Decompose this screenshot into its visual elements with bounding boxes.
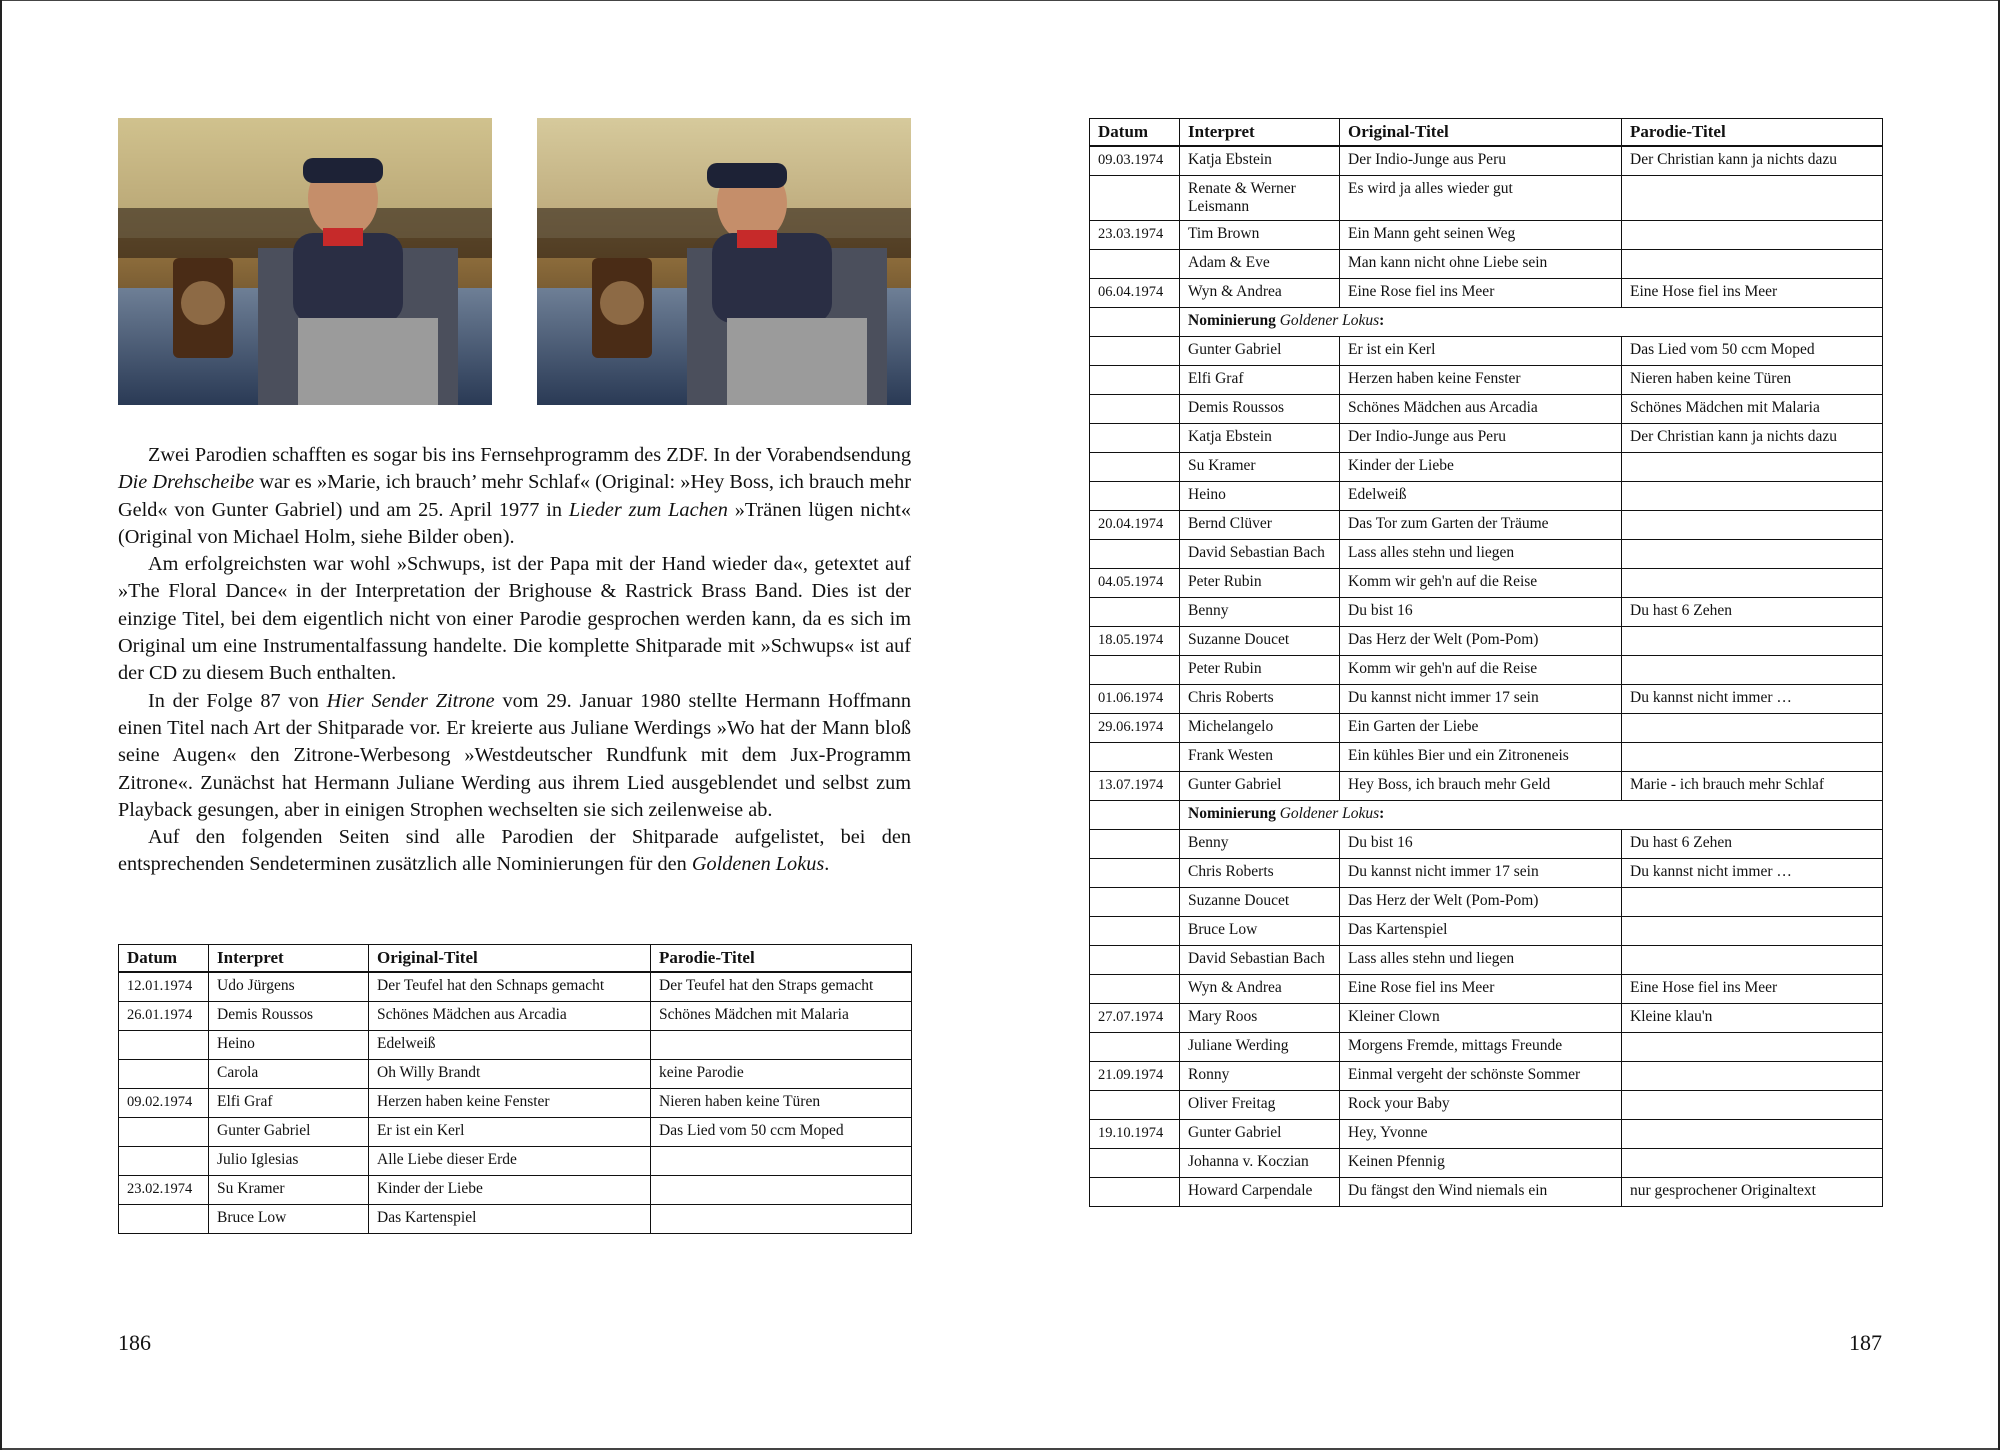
table-row — [1090, 1091, 1883, 1120]
cell-date: 20.04.1974 — [1090, 511, 1180, 540]
cell-original-title: Kleiner Clown — [1340, 1004, 1622, 1033]
table-row — [1090, 146, 1883, 176]
cell-artist: Suzanne Doucet — [1180, 888, 1340, 917]
table-row — [1090, 176, 1883, 221]
cell-artist: Chris Roberts — [1180, 685, 1340, 714]
italic-title: Hier Sender Zitrone — [326, 689, 495, 712]
nomination-label — [1180, 801, 1883, 830]
cell-original-title: Morgens Fremde, mittags Freunde — [1340, 1033, 1622, 1062]
cell-artist: Peter Rubin — [1180, 656, 1340, 685]
cell-date — [1090, 1033, 1180, 1062]
cell-artist: Udo Jürgens — [209, 972, 369, 1002]
cell-parody-title — [1622, 482, 1883, 511]
cell-artist: Katja Ebstein — [1180, 146, 1340, 176]
table-row — [1090, 1033, 1883, 1062]
cell-date — [1090, 337, 1180, 366]
cell-original-title: Er ist ein Kerl — [369, 1118, 651, 1147]
cell-parody-title: keine Parodie — [651, 1060, 912, 1089]
table-row — [1090, 830, 1883, 859]
nomination-label — [1180, 308, 1883, 337]
cell-date — [1090, 656, 1180, 685]
cell-parody-title — [1622, 1091, 1883, 1120]
cell-parody-title — [1622, 627, 1883, 656]
cell-original-title: Du bist 16 — [1340, 598, 1622, 627]
cell-parody-title: Eine Hose fiel ins Meer — [1622, 975, 1883, 1004]
cell-artist: Demis Roussos — [1180, 395, 1340, 424]
cell-parody-title: Du hast 6 Zehen — [1622, 598, 1883, 627]
cell-original-title: Du fängst den Wind niemals ein — [1340, 1178, 1622, 1207]
cell-parody-title — [1622, 540, 1883, 569]
text-run: Auf den folgenden Seiten sind alle Parodien der Shitparade aufgelistet, bei den entsprechenden Sendeterminen zusätzlich alle Nominierungen für den — [118, 826, 911, 876]
cell-date: 09.02.1974 — [119, 1089, 209, 1118]
cell-artist: Renate & Werner Leismann — [1180, 176, 1340, 221]
cell-artist: Juliane Werding — [1180, 1033, 1340, 1062]
cell-parody-title — [651, 1031, 912, 1060]
nomination-row — [1090, 801, 1883, 830]
cell-parody-title — [1622, 946, 1883, 975]
cell-artist: Gunter Gabriel — [1180, 337, 1340, 366]
cell-date: 04.05.1974 — [1090, 569, 1180, 598]
cell-original-title: Keinen Pfennig — [1340, 1149, 1622, 1178]
table-row — [1090, 888, 1883, 917]
nomination-prefix: Nominierung — [1188, 312, 1280, 329]
cell-date — [1090, 250, 1180, 279]
cell-date: 27.07.1974 — [1090, 1004, 1180, 1033]
table-row — [119, 1089, 912, 1118]
cell-artist: Su Kramer — [1180, 453, 1340, 482]
cell-artist: Adam & Eve — [1180, 250, 1340, 279]
cell-artist: Katja Ebstein — [1180, 424, 1340, 453]
text-run: Am erfolgreichsten war wohl »Schwups, ist der Papa mit der Hand wieder da«, getextet auf »The Floral Dance« in der Interpretation der Brighouse & Rastrick Brass Band. Dies ist der einzige Titel, bei dem eigentlich nicht von einer Parodie gesprochen werden kann, da es sich im Original um eine Instrumentalfassung handelte. Die komplette Shitparade mit »Schwups« ist auf der CD zu diesem Buch enthalten. — [118, 553, 911, 685]
header-original: Original-Titel — [1340, 119, 1622, 147]
cell-original-title: Komm wir geh'n auf die Reise — [1340, 569, 1622, 598]
cell-parody-title — [651, 1205, 912, 1234]
cell-original-title: Du bist 16 — [1340, 830, 1622, 859]
cell-date — [1090, 482, 1180, 511]
cell-parody-title — [651, 1176, 912, 1205]
cell-parody-title — [1622, 656, 1883, 685]
cell-original-title: Herzen haben keine Fenster — [1340, 366, 1622, 395]
cell-date — [1090, 598, 1180, 627]
award-name: Goldener Lokus — [1279, 805, 1380, 822]
cell-artist: Johanna v. Koczian — [1180, 1149, 1340, 1178]
cell-original-title: Lass alles stehn und liegen — [1340, 946, 1622, 975]
cell-artist: Bruce Low — [209, 1205, 369, 1234]
cell-parody-title: Nieren haben keine Türen — [1622, 366, 1883, 395]
cell-artist: Bernd Clüver — [1180, 511, 1340, 540]
cell-date — [1090, 308, 1180, 337]
header-parody: Parodie-Titel — [1622, 119, 1883, 147]
cell-date: 19.10.1974 — [1090, 1120, 1180, 1149]
cell-date — [1090, 830, 1180, 859]
cell-artist: David Sebastian Bach — [1180, 946, 1340, 975]
cell-artist: Michelangelo — [1180, 714, 1340, 743]
table-header-row — [1090, 119, 1883, 147]
cell-date: 09.03.1974 — [1090, 146, 1180, 176]
cell-parody-title — [1622, 176, 1883, 221]
cell-artist: Elfi Graf — [209, 1089, 369, 1118]
table-row — [119, 1176, 912, 1205]
table-header-row — [119, 945, 912, 973]
cell-date — [1090, 424, 1180, 453]
table-row — [1090, 540, 1883, 569]
table-row — [1090, 975, 1883, 1004]
cell-parody-title: Du hast 6 Zehen — [1622, 830, 1883, 859]
cell-parody-title — [1622, 453, 1883, 482]
cell-original-title: Das Tor zum Garten der Träume — [1340, 511, 1622, 540]
table-row — [1090, 859, 1883, 888]
header-original: Original-Titel — [369, 945, 651, 973]
header-artist: Interpret — [1180, 119, 1340, 147]
cell-artist: Su Kramer — [209, 1176, 369, 1205]
cell-original-title: Eine Rose fiel ins Meer — [1340, 279, 1622, 308]
cell-date — [1090, 888, 1180, 917]
cell-parody-title — [1622, 1120, 1883, 1149]
cell-artist: Elfi Graf — [1180, 366, 1340, 395]
text-run: . — [824, 853, 830, 876]
cell-parody-title: Der Teufel hat den Straps gemacht — [651, 972, 912, 1002]
cell-parody-title: Eine Hose fiel ins Meer — [1622, 279, 1883, 308]
cell-date — [119, 1205, 209, 1234]
cell-date — [1090, 176, 1180, 221]
table-row — [1090, 250, 1883, 279]
header-artist: Interpret — [209, 945, 369, 973]
cell-date: 29.06.1974 — [1090, 714, 1180, 743]
cell-artist: Tim Brown — [1180, 221, 1340, 250]
table-row — [1090, 395, 1883, 424]
page-number-right: 187 — [1849, 1330, 1882, 1355]
cell-parody-title — [1622, 743, 1883, 772]
cell-artist: Carola — [209, 1060, 369, 1089]
cell-parody-title: Der Christian kann ja nichts dazu — [1622, 146, 1883, 176]
cell-artist: Benny — [1180, 598, 1340, 627]
text-run: Zwei Parodien schafften es sogar bis ins Fernsehprogramm des ZDF. In der Vorabendsendung — [148, 444, 911, 466]
cell-date — [1090, 917, 1180, 946]
cell-date — [1090, 1149, 1180, 1178]
cell-original-title: Einmal vergeht der schönste Sommer — [1340, 1062, 1622, 1091]
cell-original-title: Hey, Yvonne — [1340, 1120, 1622, 1149]
table-row — [1090, 946, 1883, 975]
cell-original-title: Edelweiß — [1340, 482, 1622, 511]
cell-date — [1090, 540, 1180, 569]
parody-table-right — [1089, 118, 1883, 1207]
page-number-left: 186 — [118, 1330, 151, 1355]
cell-date — [119, 1118, 209, 1147]
cell-artist: Demis Roussos — [209, 1002, 369, 1031]
cell-artist: Gunter Gabriel — [209, 1118, 369, 1147]
table-row — [1090, 1062, 1883, 1091]
cell-parody-title: nur gesprochener Originaltext — [1622, 1178, 1883, 1207]
cell-artist: Wyn & Andrea — [1180, 975, 1340, 1004]
table-row — [1090, 1004, 1883, 1033]
cell-parody-title — [1622, 1149, 1883, 1178]
parody-table-left — [118, 944, 912, 1234]
cell-date — [1090, 453, 1180, 482]
table-row — [1090, 685, 1883, 714]
cell-artist: Julio Iglesias — [209, 1147, 369, 1176]
cell-artist: Oliver Freitag — [1180, 1091, 1340, 1120]
cell-date — [119, 1060, 209, 1089]
italic-title: Goldenen Lokus — [691, 853, 825, 876]
cell-parody-title — [1622, 511, 1883, 540]
cell-original-title: Ein Mann geht seinen Weg — [1340, 221, 1622, 250]
table-row — [119, 1060, 912, 1089]
cell-parody-title — [651, 1147, 912, 1176]
header-date: Datum — [119, 945, 209, 973]
cell-original-title: Komm wir geh'n auf die Reise — [1340, 656, 1622, 685]
text-run: war es »Marie, ich brauch’ mehr Schlaf« (Original: »Hey Boss, ich brauch mehr Geld« von Gunter Gabriel) und am 25. April 1977 in — [118, 471, 911, 521]
cell-parody-title — [1622, 221, 1883, 250]
cell-artist: Howard Carpendale — [1180, 1178, 1340, 1207]
cell-artist: Gunter Gabriel — [1180, 1120, 1340, 1149]
cell-parody-title — [1622, 917, 1883, 946]
cell-date: 12.01.1974 — [119, 972, 209, 1002]
cell-original-title: Es wird ja alles wieder gut — [1340, 176, 1622, 221]
cell-original-title: Kinder der Liebe — [369, 1176, 651, 1205]
cell-parody-title: Schönes Mädchen mit Malaria — [1622, 395, 1883, 424]
cell-original-title: Alle Liebe dieser Erde — [369, 1147, 651, 1176]
cell-artist: Bruce Low — [1180, 917, 1340, 946]
cell-artist: Peter Rubin — [1180, 569, 1340, 598]
cell-date — [1090, 801, 1180, 830]
body-paragraph — [118, 688, 911, 824]
table-row — [1090, 221, 1883, 250]
text-run: »Tränen lügen nicht« (Original von Michael Holm, siehe Bilder oben). — [118, 498, 911, 548]
cell-date: 06.04.1974 — [1090, 279, 1180, 308]
cell-date — [1090, 1091, 1180, 1120]
cell-date — [1090, 366, 1180, 395]
cell-original-title: Man kann nicht ohne Liebe sein — [1340, 250, 1622, 279]
cell-parody-title: Schönes Mädchen mit Malaria — [651, 1002, 912, 1031]
cell-original-title: Edelweiß — [369, 1031, 651, 1060]
cell-artist: Heino — [1180, 482, 1340, 511]
cell-artist: Mary Roos — [1180, 1004, 1340, 1033]
cell-artist: David Sebastian Bach — [1180, 540, 1340, 569]
cell-date: 23.02.1974 — [119, 1176, 209, 1205]
cell-parody-title: Das Lied vom 50 ccm Moped — [1622, 337, 1883, 366]
text-run: vom 29. Januar 1980 stellte Hermann Hoffmann einen Titel nach Art der Shitparade vor. Er kreierte aus Juliane Werdings »Wo hat der Mann bloß seine Augen« den Zitrone-Werbesong »Westdeutscher Rundfunk mit dem Jux-Programm Zitrone«. Zunächst hat Hermann Juliane Werding aus ihrem Lied ausgeblendet und selbst zum Playback gesungen, aber in einigen Strophen wechselten sie sich zeilenweise ab. — [118, 689, 911, 821]
table-row — [119, 1118, 912, 1147]
cell-date — [1090, 859, 1180, 888]
award-name: Goldener Lokus — [1279, 312, 1380, 329]
italic-title: Lieder zum Lachen — [568, 498, 728, 521]
table-row — [1090, 424, 1883, 453]
nomination-suffix: : — [1379, 805, 1385, 822]
table-row — [1090, 714, 1883, 743]
cell-original-title: Schönes Mädchen aus Arcadia — [369, 1002, 651, 1031]
cell-parody-title — [1622, 888, 1883, 917]
cell-original-title: Lass alles stehn und liegen — [1340, 540, 1622, 569]
nomination-suffix: : — [1379, 312, 1385, 329]
cell-parody-title: Kleine klau'n — [1622, 1004, 1883, 1033]
cell-original-title: Der Teufel hat den Schnaps gemacht — [369, 972, 651, 1002]
cell-parody-title — [1622, 1033, 1883, 1062]
text-run: In der Folge 87 von — [148, 689, 327, 712]
cell-parody-title — [1622, 714, 1883, 743]
cell-date: 13.07.1974 — [1090, 772, 1180, 801]
table-row — [1090, 656, 1883, 685]
cell-date — [1090, 946, 1180, 975]
cell-parody-title: Du kannst nicht immer … — [1622, 859, 1883, 888]
body-paragraph — [118, 442, 911, 551]
cell-parody-title — [1622, 569, 1883, 598]
cell-artist: Heino — [209, 1031, 369, 1060]
cell-original-title: Das Kartenspiel — [1340, 917, 1622, 946]
cell-original-title: Das Kartenspiel — [369, 1205, 651, 1234]
table-row — [119, 1002, 912, 1031]
body-text — [118, 442, 911, 879]
cell-original-title: Das Herz der Welt (Pom-Pom) — [1340, 627, 1622, 656]
italic-title: Die Drehscheibe — [118, 471, 255, 494]
table-row — [1090, 743, 1883, 772]
header-date: Datum — [1090, 119, 1180, 147]
cell-date: 23.03.1974 — [1090, 221, 1180, 250]
cell-original-title: Er ist ein Kerl — [1340, 337, 1622, 366]
nomination-row — [1090, 308, 1883, 337]
cell-parody-title: Das Lied vom 50 ccm Moped — [651, 1118, 912, 1147]
table-row — [1090, 1120, 1883, 1149]
tv-still-photo-left — [118, 118, 492, 405]
table-row — [1090, 279, 1883, 308]
table-row — [1090, 366, 1883, 395]
body-paragraph — [118, 551, 911, 687]
cell-date: 01.06.1974 — [1090, 685, 1180, 714]
cell-original-title: Oh Willy Brandt — [369, 1060, 651, 1089]
nomination-prefix: Nominierung — [1188, 805, 1280, 822]
tv-still-photo-right — [537, 118, 911, 405]
cell-date — [1090, 395, 1180, 424]
table-row — [1090, 1149, 1883, 1178]
cell-artist: Wyn & Andrea — [1180, 279, 1340, 308]
table-row — [119, 1147, 912, 1176]
cell-original-title: Der Indio-Junge aus Peru — [1340, 146, 1622, 176]
table-row — [1090, 569, 1883, 598]
cell-original-title: Ein kühles Bier und ein Zitroneneis — [1340, 743, 1622, 772]
cell-parody-title: Du kannst nicht immer … — [1622, 685, 1883, 714]
table-row — [1090, 598, 1883, 627]
cell-date — [119, 1147, 209, 1176]
cell-original-title: Rock your Baby — [1340, 1091, 1622, 1120]
cell-original-title: Kinder der Liebe — [1340, 453, 1622, 482]
cell-date: 26.01.1974 — [119, 1002, 209, 1031]
table-row — [1090, 627, 1883, 656]
cell-date: 18.05.1974 — [1090, 627, 1180, 656]
cell-artist: Frank Westen — [1180, 743, 1340, 772]
table-row — [1090, 337, 1883, 366]
cell-original-title: Das Herz der Welt (Pom-Pom) — [1340, 888, 1622, 917]
header-parody: Parodie-Titel — [651, 945, 912, 973]
cell-date — [1090, 975, 1180, 1004]
table-row — [1090, 453, 1883, 482]
cell-date — [1090, 1178, 1180, 1207]
table-row — [119, 1205, 912, 1234]
table-row — [119, 972, 912, 1002]
cell-original-title: Du kannst nicht immer 17 sein — [1340, 685, 1622, 714]
cell-original-title: Du kannst nicht immer 17 sein — [1340, 859, 1622, 888]
cell-date: 21.09.1974 — [1090, 1062, 1180, 1091]
cell-date — [1090, 743, 1180, 772]
cell-parody-title — [1622, 1062, 1883, 1091]
cell-artist: Gunter Gabriel — [1180, 772, 1340, 801]
cell-date — [119, 1031, 209, 1060]
page-edge — [0, 0, 2000, 1]
cell-original-title: Der Indio-Junge aus Peru — [1340, 424, 1622, 453]
table-row — [1090, 482, 1883, 511]
cell-parody-title: Der Christian kann ja nichts dazu — [1622, 424, 1883, 453]
cell-original-title: Hey Boss, ich brauch mehr Geld — [1340, 772, 1622, 801]
cell-original-title: Ein Garten der Liebe — [1340, 714, 1622, 743]
table-row — [1090, 1178, 1883, 1207]
cell-original-title: Eine Rose fiel ins Meer — [1340, 975, 1622, 1004]
cell-parody-title: Marie - ich brauch mehr Schlaf — [1622, 772, 1883, 801]
table-row — [1090, 917, 1883, 946]
cell-parody-title — [1622, 250, 1883, 279]
table-row — [1090, 772, 1883, 801]
cell-parody-title: Nieren haben keine Türen — [651, 1089, 912, 1118]
page-edge — [0, 0, 2, 1450]
cell-artist: Chris Roberts — [1180, 859, 1340, 888]
cell-artist: Benny — [1180, 830, 1340, 859]
body-paragraph — [118, 824, 911, 879]
cell-artist: Ronny — [1180, 1062, 1340, 1091]
cell-original-title: Schönes Mädchen aus Arcadia — [1340, 395, 1622, 424]
cell-artist: Suzanne Doucet — [1180, 627, 1340, 656]
table-row — [1090, 511, 1883, 540]
table-row — [119, 1031, 912, 1060]
cell-original-title: Herzen haben keine Fenster — [369, 1089, 651, 1118]
